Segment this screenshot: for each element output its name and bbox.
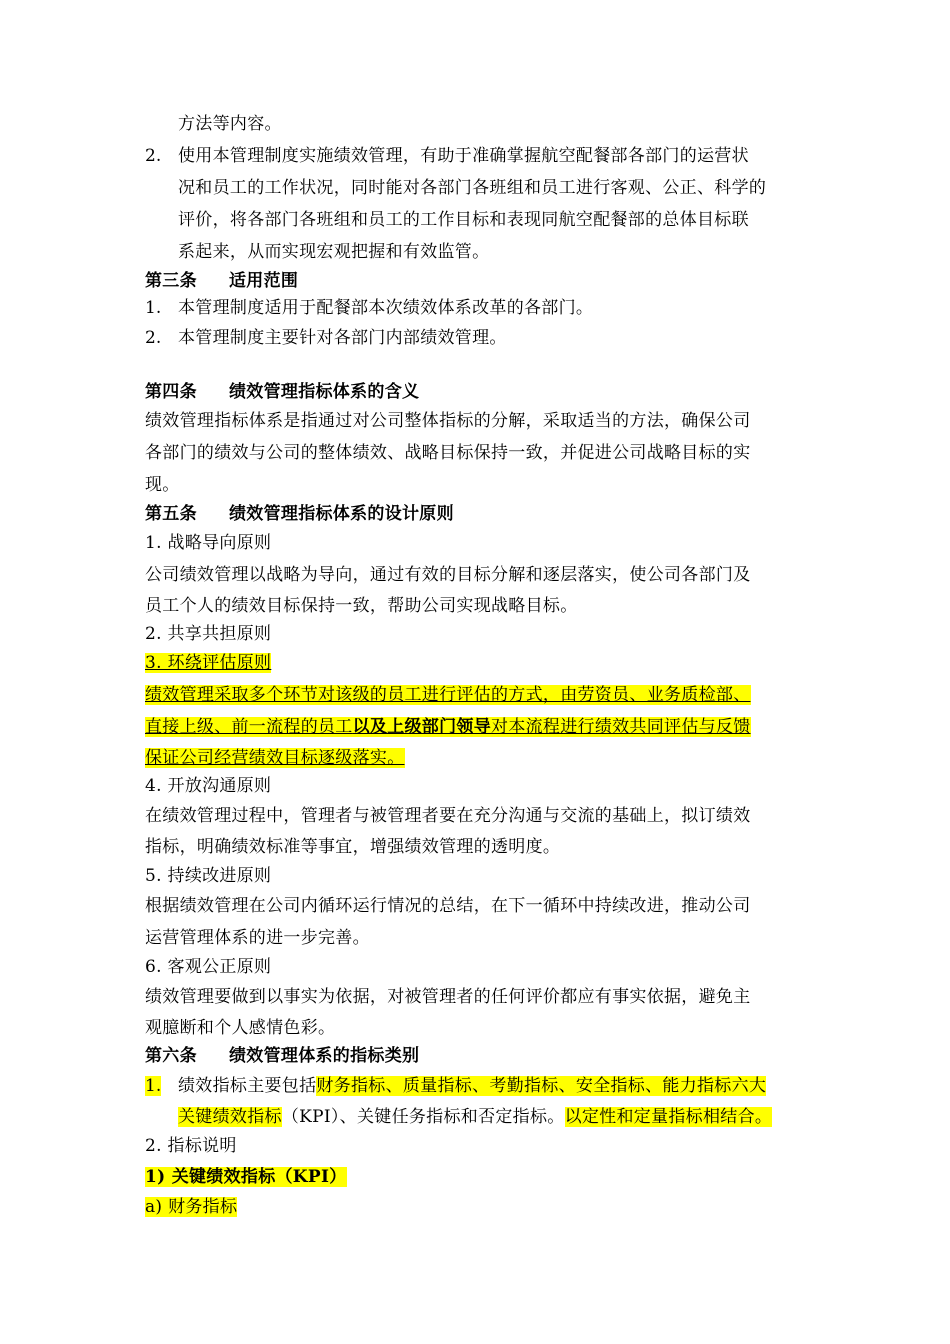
subheading-highlighted xyxy=(145,1191,810,1223)
article-label: 第三条 xyxy=(145,271,197,291)
body-text: 员工个人的绩效目标保持一致，帮助公司实现战略目标。 xyxy=(145,596,578,616)
body-text: 公司绩效管理以战略为导向，通过有效的目标分解和逐层落实，使公司各部门及 xyxy=(145,565,751,585)
plain-text: （KPI）、关键任务指标和否定指标。 xyxy=(281,1107,565,1127)
body-text: 观臆断和个人感情色彩。 xyxy=(145,1018,336,1038)
highlighted-text: 关键绩效指标 xyxy=(178,1107,282,1127)
article-label: 第五条 xyxy=(145,504,197,524)
principle-heading: 1. 战略导向原则 xyxy=(145,533,272,553)
article-5-heading xyxy=(145,498,810,530)
principle-heading: 2. 共享共担原则 xyxy=(145,624,272,644)
list-item-text: 使用本管理制度实施绩效管理，有助于准确掌握航空配餐部各部门的运营状 xyxy=(178,146,749,166)
body-text-highlighted xyxy=(145,679,810,711)
body-text: 在绩效管理过程中，管理者与被管理者要在充分沟通与交流的基础上，拟订绩效 xyxy=(145,806,751,826)
highlighted-text: 财务指标、质量指标、考勤指标、安全指标、能力指标六大 xyxy=(316,1076,767,1096)
highlighted-bold-text: 以及上级部门领导 xyxy=(352,717,492,737)
list-number: 2. xyxy=(145,146,162,166)
subheading-highlighted xyxy=(145,1161,810,1193)
highlighted-text: a) 财务指标 xyxy=(145,1197,238,1217)
article-label: 第四条 xyxy=(145,382,197,402)
principle-heading-highlighted xyxy=(145,647,810,679)
highlighted-text: 1) 关键绩效指标（KPI） xyxy=(145,1167,347,1187)
highlighted-text: 绩效管理采取多个环节对该级的员工进行评估的方式，由劳资员、业务质检部、 xyxy=(145,685,751,705)
principle-heading: 5. 持续改进原则 xyxy=(145,866,272,886)
body-text: 根据绩效管理在公司内循环运行情况的总结，在下一循环中持续改进，推动公司 xyxy=(145,896,751,916)
principle-heading: 6. 客观公正原则 xyxy=(145,957,272,977)
body-text: 各部门的绩效与公司的整体绩效、战略目标保持一致，并促进公司战略目标的实 xyxy=(145,443,751,463)
highlighted-text: 3. 环绕评估原则 xyxy=(145,653,272,673)
body-text: 绩效管理要做到以事实为依据，对被管理者的任何评价都应有事实依据，避免主 xyxy=(145,987,751,1007)
principle-heading: 4. 开放沟通原则 xyxy=(145,776,272,796)
body-text: 运营管理体系的进一步完善。 xyxy=(145,928,370,948)
body-text: 现。 xyxy=(145,475,180,495)
article-title: 适用范围 xyxy=(229,271,299,291)
body-text: 绩效管理指标体系是指通过对公司整体指标的分解，采取适当的方法，确保公司 xyxy=(145,411,751,431)
body-text: 指标，明确绩效标准等事宜，增强绩效管理的透明度。 xyxy=(145,837,561,857)
article-4-heading xyxy=(145,376,810,408)
list-item-text xyxy=(178,1070,810,1102)
list-item-text: 况和员工的工作状况，同时能对各部门各班组和员工进行客观、公正、科学的 xyxy=(178,178,767,198)
list-item-text: 本管理制度适用于配餐部本次绩效体系改革的各部门。 xyxy=(178,298,594,318)
article-6-heading xyxy=(145,1040,810,1072)
list-item-text: 评价，将各部门各班组和员工的工作目标和表现同航空配餐部的总体目标联 xyxy=(178,210,749,230)
highlighted-text: 对本流程进行绩效共同评估与反馈 xyxy=(491,717,751,737)
paragraph-continuation: 方法等内容。 xyxy=(178,114,282,134)
plain-text: 绩效指标主要包括 xyxy=(178,1076,317,1096)
highlighted-text: 直接上级、前一流程的员工 xyxy=(145,717,353,737)
body-text-highlighted xyxy=(145,711,810,743)
article-title: 绩效管理体系的指标类别 xyxy=(229,1046,420,1066)
list-item-text: 本管理制度主要针对各部门内部绩效管理。 xyxy=(178,328,507,348)
highlighted-text: 保证公司经营绩效目标逐级落实。 xyxy=(145,748,405,768)
list-number: 1. xyxy=(145,298,162,318)
article-title: 绩效管理指标体系的含义 xyxy=(229,382,420,402)
list-number: 2. xyxy=(145,328,162,348)
article-label: 第六条 xyxy=(145,1046,197,1066)
article-title: 绩效管理指标体系的设计原则 xyxy=(229,504,454,524)
list-number xyxy=(145,1070,161,1102)
list-item-text: 2. 指标说明 xyxy=(145,1136,237,1156)
list-item-text xyxy=(178,1101,810,1133)
highlighted-text: 以定性和定量指标相结合。 xyxy=(564,1107,773,1127)
highlighted-text: 1. xyxy=(145,1076,162,1096)
list-item-text: 系起来，从而实现宏观把握和有效监管。 xyxy=(178,242,490,262)
